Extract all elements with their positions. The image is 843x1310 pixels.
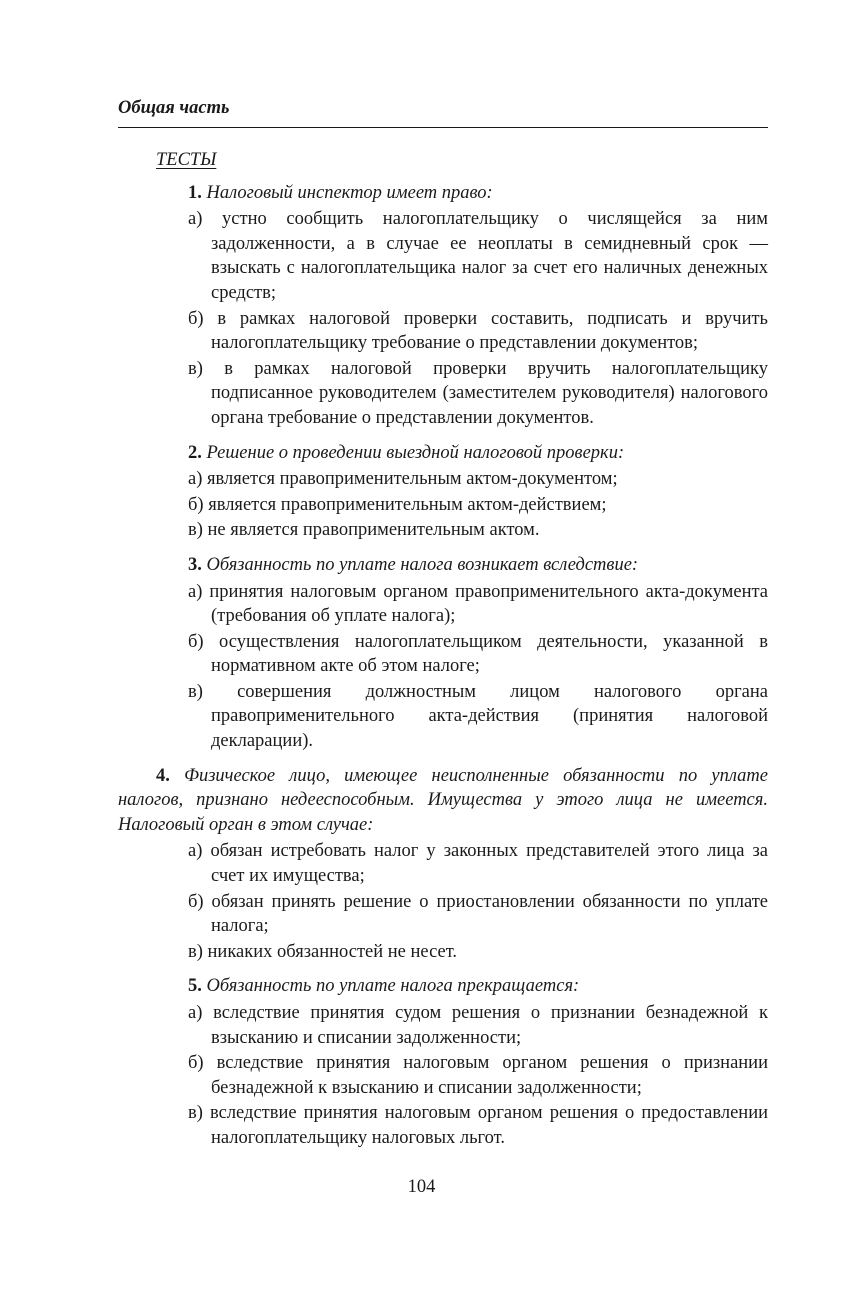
- section-title: ТЕСТЫ: [156, 150, 217, 170]
- answer-option: б) является правоприменительным актом-действием;: [188, 494, 607, 515]
- question-number: 5.: [188, 976, 202, 997]
- question-text: Обязанность по уплате налога прекращается:: [206, 976, 580, 997]
- question-3: [118, 553, 768, 754]
- question-number: 1.: [188, 182, 202, 203]
- question-4: [118, 764, 768, 965]
- answer-option: в) в рамках налоговой проверки вручить налогоплательщику подписанное руководителем (заместителем руководителя) налогового органа требование о представлении документов.: [188, 358, 768, 428]
- question-2: [118, 441, 768, 543]
- answer-option: а) устно сообщить налогоплательщику о числящейся за ним задолженности, а в случае ее неоплаты в семидневный срок — взыскать с налогоплательщика налог за счет его наличных денежных средств;: [188, 209, 768, 303]
- answer-option: в) вследствие принятия налоговым органом решения о предоставлении налогоплательщику налоговых льгот.: [188, 1103, 768, 1148]
- question-heading: [188, 974, 768, 999]
- question-text: Решение о проведении выездной налоговой проверки:: [206, 442, 625, 463]
- question-1: [118, 181, 768, 431]
- question-number: 2.: [188, 442, 202, 463]
- answer-option: в) совершения должностным лицом налогового органа правоприменительного акта-действия (принятия налоговой декларации).: [188, 681, 768, 752]
- answer-option: в) не является правоприменительным актом.: [188, 520, 540, 541]
- answer-option: б) вследствие принятия налоговым органом решения о признании безнадежной к взысканию и списании задолженности;: [188, 1053, 768, 1098]
- question-5: [118, 974, 768, 1150]
- answer-option: б) обязан принять решение о приостановлении обязанности по уплате налога;: [188, 891, 768, 937]
- answer-option: в) никаких обязанностей не несет.: [188, 941, 458, 962]
- question-heading: [118, 764, 768, 838]
- page-number: 104: [407, 1177, 436, 1197]
- answer-option: а) принятия налоговым органом правоприменительного акта-документа (требования об уплате налога);: [188, 581, 768, 627]
- answer-option: а) обязан истребовать налог у законных представителей этого лица за счет их имущества;: [188, 841, 768, 887]
- answer-option: б) в рамках налоговой проверки составить, подписать и вручить налогоплательщику требование о представлении документов;: [188, 308, 768, 354]
- answer-option: а) вследствие принятия судом решения о признании безнадежной к взысканию и списании задолженности;: [188, 1003, 768, 1048]
- running-head: Общая часть: [118, 96, 768, 128]
- question-text: Обязанность по уплате налога возникает вследствие:: [206, 554, 639, 575]
- question-text: Налоговый инспектор имеет право:: [206, 182, 493, 203]
- page-content: [118, 96, 768, 1161]
- answer-option: а) является правоприменительным актом-документом;: [188, 469, 618, 490]
- question-heading: [188, 553, 768, 578]
- question-number: 4.: [156, 765, 170, 786]
- answer-option: б) осуществления налогоплательщиком деятельности, указанной в нормативном акте об этом налоге;: [188, 631, 768, 677]
- question-heading: [188, 441, 768, 466]
- question-text: Физическое лицо, имеющее неисполненные обязанности по уплате налогов, признано недееспособным. Имущества у этого лица не имеется. Налоговый орган в этом случае:: [118, 765, 768, 835]
- question-heading: [188, 181, 768, 206]
- question-number: 3.: [188, 554, 202, 575]
